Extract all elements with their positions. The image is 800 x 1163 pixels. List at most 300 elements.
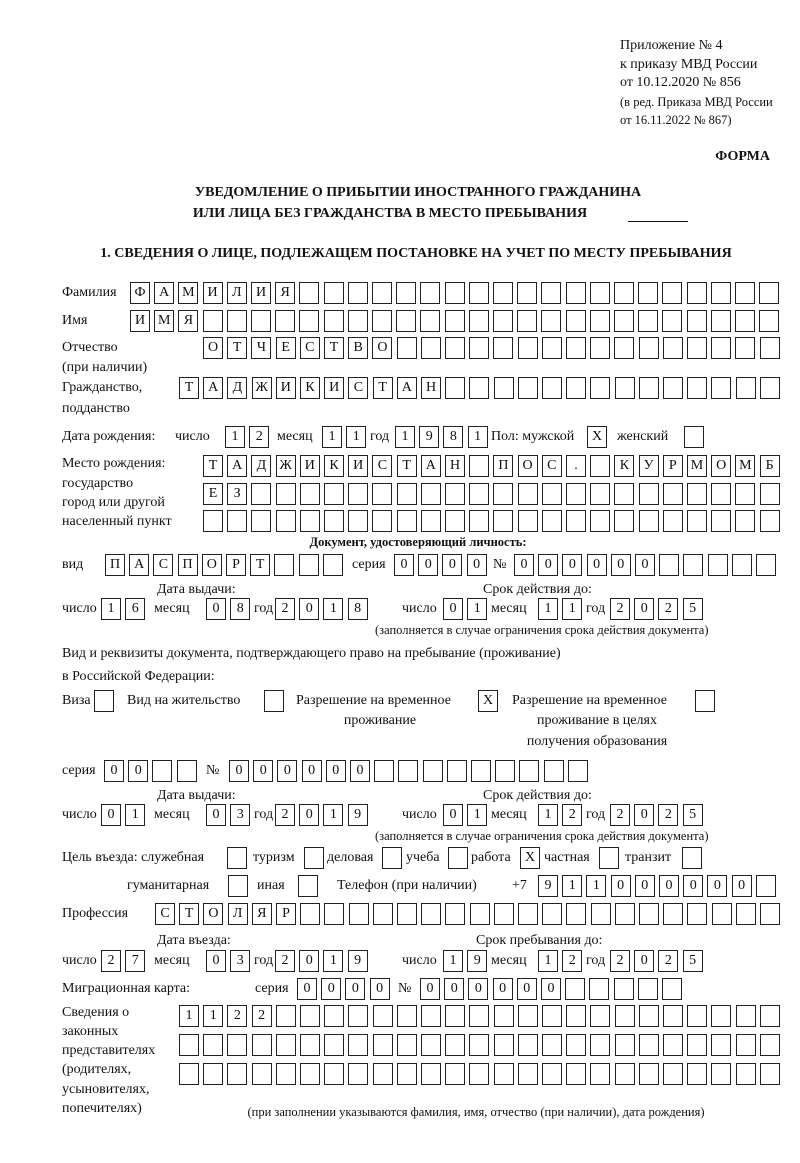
profession-box[interactable]	[518, 903, 538, 925]
representatives-box[interactable]	[276, 1063, 296, 1085]
birth-place-box[interactable]	[324, 510, 344, 532]
representatives-box[interactable]	[445, 1063, 465, 1085]
representatives-box[interactable]	[469, 1034, 489, 1056]
representatives-box[interactable]	[687, 1034, 707, 1056]
profession-box[interactable]	[591, 903, 611, 925]
birth-place-box[interactable]: О	[518, 455, 538, 477]
profession-box[interactable]	[349, 903, 369, 925]
representatives-box[interactable]	[227, 1063, 247, 1085]
birth-place-box[interactable]: М	[687, 455, 707, 477]
surname-box[interactable]	[372, 282, 392, 304]
representatives-box[interactable]	[711, 1005, 731, 1027]
representatives-box[interactable]	[397, 1063, 417, 1085]
birth-place-box[interactable]	[203, 510, 223, 532]
birth-place-box[interactable]	[276, 483, 296, 505]
year-box[interactable]: 2	[658, 804, 678, 826]
residence-series-box[interactable]: 0	[104, 760, 124, 782]
month-box[interactable]: 3	[230, 804, 250, 826]
doc-number-box[interactable]: 0	[562, 554, 582, 576]
representatives-box[interactable]	[711, 1063, 731, 1085]
profession-box[interactable]: О	[203, 903, 223, 925]
representatives-box[interactable]	[276, 1034, 296, 1056]
year-box[interactable]: 0	[299, 804, 319, 826]
birth-place-box[interactable]: Б	[760, 455, 780, 477]
year-box[interactable]: 1	[323, 950, 343, 972]
birth-place-box[interactable]: С	[372, 455, 392, 477]
profession-box[interactable]	[300, 903, 320, 925]
birth-place-box[interactable]	[469, 510, 489, 532]
representatives-box[interactable]	[203, 1034, 223, 1056]
representatives-box[interactable]	[566, 1063, 586, 1085]
name-box[interactable]	[614, 310, 634, 332]
year-box[interactable]: 0	[299, 598, 319, 620]
migration-number-box[interactable]: 0	[468, 978, 488, 1000]
representatives-box[interactable]	[639, 1063, 659, 1085]
representatives-box[interactable]	[615, 1063, 635, 1085]
month-box[interactable]: 0	[206, 598, 226, 620]
citizenship-box[interactable]	[736, 377, 756, 399]
representatives-box[interactable]	[421, 1005, 441, 1027]
birth-place-box[interactable]	[760, 483, 780, 505]
patronymic-box[interactable]	[590, 337, 610, 359]
profession-box[interactable]	[760, 903, 780, 925]
birth-place-box[interactable]	[687, 510, 707, 532]
representatives-box[interactable]	[469, 1063, 489, 1085]
birth-place-box[interactable]	[663, 483, 683, 505]
name-box[interactable]: Я	[178, 310, 198, 332]
patronymic-box[interactable]	[614, 337, 634, 359]
citizenship-box[interactable]	[445, 377, 465, 399]
representatives-box[interactable]	[760, 1063, 780, 1085]
representatives-box[interactable]	[639, 1005, 659, 1027]
representatives-box[interactable]	[590, 1034, 610, 1056]
surname-box[interactable]	[348, 282, 368, 304]
temp-residence-edu-checkbox[interactable]	[695, 690, 715, 712]
surname-box[interactable]: А	[154, 282, 174, 304]
profession-box[interactable]: С	[155, 903, 175, 925]
patronymic-box[interactable]	[493, 337, 513, 359]
residence-number-box[interactable]: 0	[253, 760, 273, 782]
profession-box[interactable]: Я	[252, 903, 272, 925]
citizenship-box[interactable]: И	[324, 377, 344, 399]
surname-box[interactable]	[662, 282, 682, 304]
doc-kind-box[interactable]: Р	[226, 554, 246, 576]
citizenship-box[interactable]: А	[203, 377, 223, 399]
representatives-box[interactable]	[590, 1005, 610, 1027]
representatives-box[interactable]	[348, 1034, 368, 1056]
representatives-box[interactable]	[227, 1034, 247, 1056]
residence-series-box[interactable]: 0	[128, 760, 148, 782]
month-box[interactable]: 1	[562, 598, 582, 620]
migration-series-box[interactable]: 0	[345, 978, 365, 1000]
surname-box[interactable]: Я	[275, 282, 295, 304]
patronymic-box[interactable]	[518, 337, 538, 359]
citizenship-box[interactable]	[639, 377, 659, 399]
profession-box[interactable]	[639, 903, 659, 925]
birth-place-box[interactable]	[372, 483, 392, 505]
citizenship-box[interactable]	[687, 377, 707, 399]
citizenship-box[interactable]	[469, 377, 489, 399]
surname-box[interactable]	[541, 282, 561, 304]
birth-place-box[interactable]: У	[639, 455, 659, 477]
birth-place-box[interactable]	[735, 483, 755, 505]
citizenship-box[interactable]	[494, 377, 514, 399]
year-box[interactable]: 2	[275, 804, 295, 826]
birth-place-box[interactable]: О	[711, 455, 731, 477]
phone-box[interactable]: 0	[707, 875, 727, 897]
doc-series-box[interactable]: 0	[442, 554, 462, 576]
residence-number-box[interactable]	[398, 760, 418, 782]
residence-number-box[interactable]: 0	[326, 760, 346, 782]
birth-place-box[interactable]	[469, 483, 489, 505]
birth-place-box[interactable]: Т	[203, 455, 223, 477]
surname-box[interactable]	[735, 282, 755, 304]
representatives-box[interactable]	[397, 1005, 417, 1027]
profession-box[interactable]	[566, 903, 586, 925]
phone-box[interactable]: 0	[635, 875, 655, 897]
doc-kind-box[interactable]	[323, 554, 343, 576]
representatives-box[interactable]	[421, 1063, 441, 1085]
citizenship-box[interactable]: С	[348, 377, 368, 399]
representatives-box[interactable]	[590, 1063, 610, 1085]
name-box[interactable]	[372, 310, 392, 332]
day-box[interactable]: 2	[101, 950, 121, 972]
patronymic-box[interactable]	[711, 337, 731, 359]
migration-number-box[interactable]	[614, 978, 634, 1000]
profession-box[interactable]	[615, 903, 635, 925]
surname-box[interactable]	[566, 282, 586, 304]
surname-box[interactable]: И	[251, 282, 271, 304]
phone-box[interactable]: 9	[538, 875, 558, 897]
patronymic-box[interactable]: Т	[227, 337, 247, 359]
citizenship-box[interactable]: Т	[179, 377, 199, 399]
citizenship-box[interactable]	[760, 377, 780, 399]
name-box[interactable]	[711, 310, 731, 332]
day-box[interactable]: 0	[101, 804, 121, 826]
birth-place-box[interactable]	[251, 510, 271, 532]
citizenship-box[interactable]	[590, 377, 610, 399]
migration-number-box[interactable]: 0	[444, 978, 464, 1000]
year-box[interactable]: 0	[299, 950, 319, 972]
residence-number-box[interactable]: 0	[277, 760, 297, 782]
birth-place-box[interactable]	[614, 483, 634, 505]
birth-place-box[interactable]: Т	[397, 455, 417, 477]
name-box[interactable]	[638, 310, 658, 332]
birth-place-box[interactable]	[469, 455, 489, 477]
citizenship-box[interactable]	[711, 377, 731, 399]
birth-place-box[interactable]	[397, 510, 417, 532]
residence-number-box[interactable]: 0	[302, 760, 322, 782]
representatives-box[interactable]	[736, 1034, 756, 1056]
purpose-work-checkbox[interactable]: X	[520, 847, 540, 869]
year-box[interactable]: 9	[348, 804, 368, 826]
name-box[interactable]	[275, 310, 295, 332]
profession-box[interactable]: Т	[179, 903, 199, 925]
name-box[interactable]	[517, 310, 537, 332]
phone-box[interactable]: 0	[659, 875, 679, 897]
representatives-box[interactable]	[542, 1063, 562, 1085]
patronymic-box[interactable]: О	[203, 337, 223, 359]
year-box[interactable]: 8	[348, 598, 368, 620]
name-box[interactable]	[493, 310, 513, 332]
sex-female-checkbox[interactable]	[684, 426, 704, 448]
birth-place-box[interactable]: Е	[203, 483, 223, 505]
phone-box[interactable]: 0	[732, 875, 752, 897]
patronymic-box[interactable]	[445, 337, 465, 359]
name-box[interactable]	[735, 310, 755, 332]
birth-place-box[interactable]	[590, 483, 610, 505]
birth-place-box[interactable]	[397, 483, 417, 505]
residence-number-box[interactable]: 0	[350, 760, 370, 782]
year-box[interactable]: 5	[683, 598, 703, 620]
profession-box[interactable]	[712, 903, 732, 925]
patronymic-box[interactable]: Т	[324, 337, 344, 359]
migration-number-box[interactable]	[662, 978, 682, 1000]
profession-box[interactable]	[494, 903, 514, 925]
citizenship-box[interactable]: Ж	[252, 377, 272, 399]
purpose-tourism-checkbox[interactable]	[304, 847, 324, 869]
doc-number-box[interactable]	[756, 554, 776, 576]
representatives-box[interactable]	[518, 1005, 538, 1027]
birth-place-box[interactable]	[348, 510, 368, 532]
residence-number-box[interactable]: 0	[229, 760, 249, 782]
birth-place-box[interactable]	[614, 510, 634, 532]
migration-number-box[interactable]: 0	[420, 978, 440, 1000]
citizenship-box[interactable]: Д	[227, 377, 247, 399]
patronymic-box[interactable]: Ч	[251, 337, 271, 359]
year-box[interactable]: 0	[634, 950, 654, 972]
year-box[interactable]: 2	[658, 950, 678, 972]
doc-kind-box[interactable]: А	[129, 554, 149, 576]
name-box[interactable]	[203, 310, 223, 332]
day-box[interactable]: 6	[125, 598, 145, 620]
birth-place-box[interactable]	[760, 510, 780, 532]
birth-place-box[interactable]	[421, 483, 441, 505]
day-box[interactable]: 0	[443, 598, 463, 620]
year-box[interactable]: 5	[683, 950, 703, 972]
doc-number-box[interactable]	[659, 554, 679, 576]
migration-number-box[interactable]	[565, 978, 585, 1000]
surname-box[interactable]	[759, 282, 779, 304]
birth-place-box[interactable]	[518, 483, 538, 505]
year-box[interactable]: 9	[348, 950, 368, 972]
representatives-box[interactable]	[324, 1034, 344, 1056]
month-box[interactable]: 1	[538, 950, 558, 972]
name-box[interactable]	[251, 310, 271, 332]
representatives-box[interactable]: 2	[252, 1005, 272, 1027]
representatives-box[interactable]	[252, 1063, 272, 1085]
name-box[interactable]	[348, 310, 368, 332]
representatives-box[interactable]	[711, 1034, 731, 1056]
representatives-box[interactable]	[445, 1005, 465, 1027]
year-box[interactable]: 1	[323, 804, 343, 826]
birth-place-box[interactable]: И	[348, 455, 368, 477]
citizenship-box[interactable]: К	[300, 377, 320, 399]
purpose-other-checkbox[interactable]	[298, 875, 318, 897]
profession-box[interactable]	[397, 903, 417, 925]
profession-box[interactable]: Р	[276, 903, 296, 925]
surname-box[interactable]	[711, 282, 731, 304]
birth-place-box[interactable]	[227, 510, 247, 532]
birth-place-box[interactable]	[542, 483, 562, 505]
surname-box[interactable]: И	[203, 282, 223, 304]
year-box[interactable]: 1	[395, 426, 415, 448]
residence-number-box[interactable]	[471, 760, 491, 782]
representatives-box[interactable]	[373, 1034, 393, 1056]
patronymic-box[interactable]	[663, 337, 683, 359]
name-box[interactable]	[324, 310, 344, 332]
name-box[interactable]	[299, 310, 319, 332]
profession-box[interactable]	[687, 903, 707, 925]
year-box[interactable]: 2	[275, 950, 295, 972]
profession-box[interactable]	[445, 903, 465, 925]
month-box[interactable]: 0	[206, 950, 226, 972]
birth-place-box[interactable]	[735, 510, 755, 532]
residence-series-box[interactable]	[152, 760, 172, 782]
representatives-box[interactable]	[324, 1063, 344, 1085]
name-box[interactable]	[469, 310, 489, 332]
residence-number-box[interactable]	[423, 760, 443, 782]
phone-box[interactable]: 0	[611, 875, 631, 897]
migration-number-box[interactable]: 0	[517, 978, 537, 1000]
purpose-private-checkbox[interactable]	[599, 847, 619, 869]
birth-place-box[interactable]	[493, 510, 513, 532]
day-box[interactable]: 1	[467, 804, 487, 826]
representatives-box[interactable]	[615, 1034, 635, 1056]
month-box[interactable]: 1	[538, 804, 558, 826]
residence-number-box[interactable]	[544, 760, 564, 782]
representatives-box[interactable]	[566, 1005, 586, 1027]
migration-number-box[interactable]: 0	[541, 978, 561, 1000]
surname-box[interactable]	[469, 282, 489, 304]
surname-box[interactable]	[445, 282, 465, 304]
year-box[interactable]: 9	[419, 426, 439, 448]
birth-place-box[interactable]	[687, 483, 707, 505]
patronymic-box[interactable]: В	[348, 337, 368, 359]
birth-place-box[interactable]: А	[227, 455, 247, 477]
month-box[interactable]: 3	[230, 950, 250, 972]
residence-permit-checkbox[interactable]	[264, 690, 284, 712]
representatives-box[interactable]	[494, 1034, 514, 1056]
representatives-box[interactable]	[518, 1063, 538, 1085]
representatives-box[interactable]	[760, 1034, 780, 1056]
representatives-box[interactable]	[421, 1034, 441, 1056]
representatives-box[interactable]	[494, 1005, 514, 1027]
profession-box[interactable]	[373, 903, 393, 925]
patronymic-box[interactable]	[566, 337, 586, 359]
birth-place-box[interactable]	[590, 455, 610, 477]
surname-box[interactable]	[517, 282, 537, 304]
representatives-box[interactable]	[663, 1005, 683, 1027]
doc-series-box[interactable]: 0	[467, 554, 487, 576]
representatives-box[interactable]	[203, 1063, 223, 1085]
doc-kind-box[interactable]: О	[202, 554, 222, 576]
migration-number-box[interactable]: 0	[493, 978, 513, 1000]
birth-place-box[interactable]: М	[735, 455, 755, 477]
surname-box[interactable]: Ф	[130, 282, 150, 304]
citizenship-box[interactable]: И	[276, 377, 296, 399]
day-box[interactable]: 1	[443, 950, 463, 972]
doc-number-box[interactable]: 0	[635, 554, 655, 576]
citizenship-box[interactable]	[615, 377, 635, 399]
representatives-box[interactable]	[663, 1063, 683, 1085]
birth-place-box[interactable]: Д	[251, 455, 271, 477]
surname-box[interactable]	[687, 282, 707, 304]
representatives-box[interactable]	[736, 1005, 756, 1027]
representatives-box[interactable]	[639, 1034, 659, 1056]
birth-place-box[interactable]: З	[227, 483, 247, 505]
birth-place-box[interactable]: П	[493, 455, 513, 477]
birth-place-box[interactable]: К	[324, 455, 344, 477]
birth-place-box[interactable]	[518, 510, 538, 532]
doc-number-box[interactable]: 0	[611, 554, 631, 576]
representatives-box[interactable]	[179, 1063, 199, 1085]
purpose-business-checkbox[interactable]	[382, 847, 402, 869]
birth-place-box[interactable]	[300, 510, 320, 532]
phone-box[interactable]: 1	[562, 875, 582, 897]
day-box[interactable]: 1	[467, 598, 487, 620]
representatives-box[interactable]	[300, 1063, 320, 1085]
birth-place-box[interactable]	[251, 483, 271, 505]
surname-box[interactable]	[590, 282, 610, 304]
citizenship-box[interactable]: Т	[373, 377, 393, 399]
surname-box[interactable]	[299, 282, 319, 304]
birth-place-box[interactable]	[711, 510, 731, 532]
birth-place-box[interactable]: Ж	[276, 455, 296, 477]
birth-place-box[interactable]	[348, 483, 368, 505]
birth-place-box[interactable]: С	[542, 455, 562, 477]
purpose-service-checkbox[interactable]	[227, 847, 247, 869]
doc-number-box[interactable]	[732, 554, 752, 576]
birth-place-box[interactable]: Н	[445, 455, 465, 477]
residence-number-box[interactable]	[447, 760, 467, 782]
migration-number-box[interactable]	[589, 978, 609, 1000]
doc-kind-box[interactable]	[299, 554, 319, 576]
birth-place-box[interactable]	[300, 483, 320, 505]
visa-checkbox[interactable]	[94, 690, 114, 712]
birth-place-box[interactable]	[324, 483, 344, 505]
representatives-box[interactable]	[760, 1005, 780, 1027]
surname-box[interactable]	[324, 282, 344, 304]
month-box[interactable]: 8	[230, 598, 250, 620]
doc-series-box[interactable]: 0	[394, 554, 414, 576]
sex-male-checkbox[interactable]: X	[587, 426, 607, 448]
representatives-box[interactable]	[324, 1005, 344, 1027]
patronymic-box[interactable]	[687, 337, 707, 359]
residence-series-box[interactable]	[177, 760, 197, 782]
representatives-box[interactable]: 1	[203, 1005, 223, 1027]
citizenship-box[interactable]	[663, 377, 683, 399]
doc-kind-box[interactable]	[274, 554, 294, 576]
year-box[interactable]: 1	[323, 598, 343, 620]
profession-box[interactable]: Л	[228, 903, 248, 925]
patronymic-box[interactable]	[469, 337, 489, 359]
representatives-box[interactable]	[736, 1063, 756, 1085]
residence-number-box[interactable]	[495, 760, 515, 782]
day-box[interactable]: 7	[125, 950, 145, 972]
name-box[interactable]	[396, 310, 416, 332]
name-box[interactable]	[420, 310, 440, 332]
name-box[interactable]	[566, 310, 586, 332]
surname-box[interactable]	[420, 282, 440, 304]
birth-place-box[interactable]	[493, 483, 513, 505]
day-box[interactable]: 0	[443, 804, 463, 826]
representatives-box[interactable]	[542, 1005, 562, 1027]
birth-place-box[interactable]	[542, 510, 562, 532]
phone-box[interactable]	[756, 875, 776, 897]
name-box[interactable]	[590, 310, 610, 332]
birth-place-box[interactable]	[711, 483, 731, 505]
